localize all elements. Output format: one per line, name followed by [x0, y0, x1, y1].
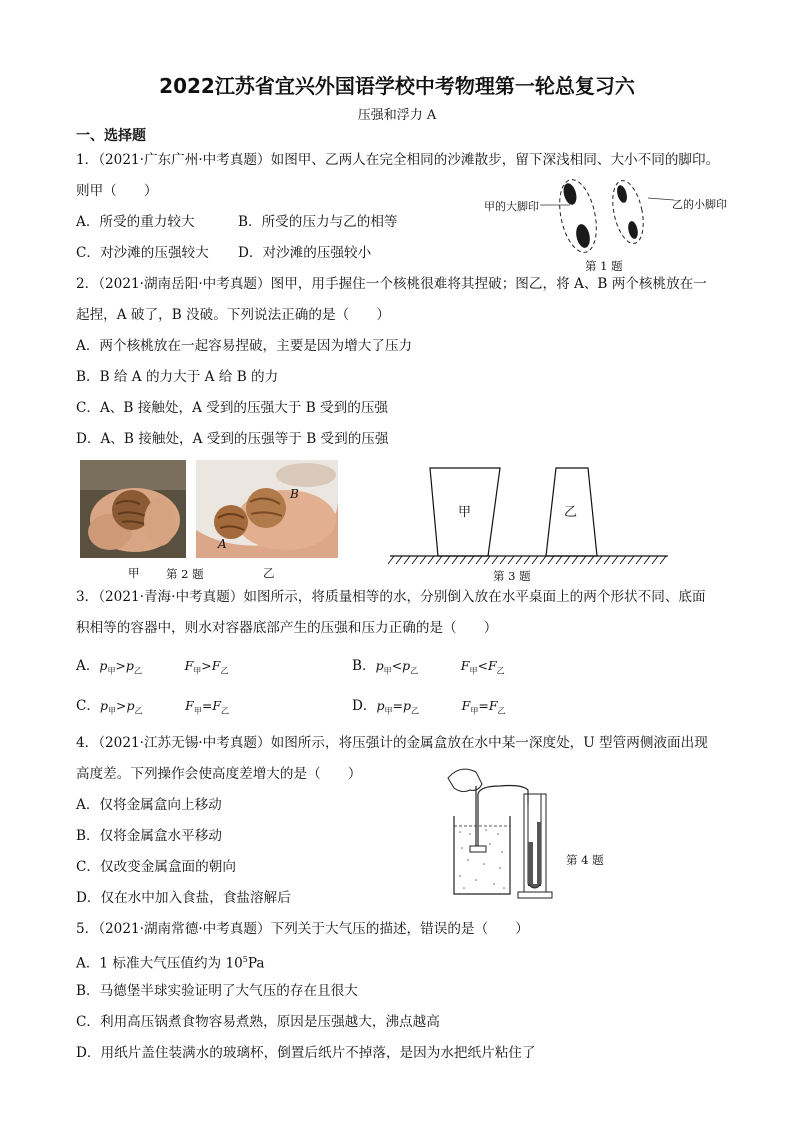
q1-stem-line2: 则甲（ ） — [76, 183, 158, 199]
q2-option-a: A．两个核桃放在一起容易捏破，主要是因为增大了压力 — [76, 338, 413, 354]
q2-option-b: B．B 给 A 的力大于 A 给 B 的力 — [76, 369, 279, 385]
q1-fig-label-left: 甲的大脚印 — [484, 200, 539, 213]
page-title: 2022江苏省宜兴外国语学校中考物理第一轮总复习六 — [159, 74, 635, 98]
q2-option-c: C．A、B 接触处，A 受到的压强大于 B 受到的压强 — [76, 400, 388, 416]
q5-option-a: A．1 标准大气压值约为 $10^5Pa$ — [76, 955, 265, 972]
walnut-photo-right — [196, 460, 338, 558]
container-left-label: 甲 — [458, 505, 472, 520]
q3-stem-line1: 3．（2021·青海·中考真题）如图所示，将质量相等的水，分别倒入放在水平桌面上的两个形状不同、底面 — [76, 589, 706, 605]
q3-fig-caption: 第 3 题 — [493, 569, 531, 583]
section-heading: 一、选择题 — [76, 128, 146, 144]
q2-stem-line2: 起捏，A 破了，B 没破。下列说法正确的是（ ） — [76, 307, 390, 323]
q3-option-c: C．$p_甲>p_乙$ $F_甲=F_乙$ — [76, 698, 230, 716]
q3-option-a: A．$p_甲>p_乙$ $F_甲>F_乙$ — [76, 658, 229, 676]
q4-option-c: C．仅改变金属盒面的朝向 — [76, 859, 236, 875]
q4-fig-caption: 第 4 题 — [566, 853, 604, 867]
footprints-figure — [540, 172, 680, 262]
q2-fig-caption: 第 2 题 — [166, 567, 204, 581]
q2-stem-line1: 2．（2021·湖南岳阳·中考真题）图甲，用手握住一个核桃很难将其捏破；图乙，将 A、B 两个核桃放在一 — [76, 276, 707, 292]
q4-option-a: A．仅将金属盒向上移动 — [76, 797, 222, 813]
containers-figure — [388, 462, 670, 572]
q2-option-d: D．A、B 接触处，A 受到的压强等于 B 受到的压强 — [76, 431, 389, 447]
q1-stem-line1: 1．（2021·广东广州·中考真题）如图甲、乙两人在完全相同的沙滩散步，留下深浅相同、大小不同的脚印。 — [76, 152, 720, 168]
q1-option-d: D．对沙滩的压强较小 — [238, 245, 372, 261]
q5-option-d: D．用纸片盖住装满水的玻璃杯，倒置后纸片不掉落，是因为水把纸片粘住了 — [76, 1045, 536, 1061]
q4-stem-line2: 高度差。下列操作会使高度差增大的是（ ） — [76, 766, 362, 782]
q1-fig-caption: 第 1 题 — [585, 259, 623, 273]
q1-option-b: B．所受的压力与乙的相等 — [238, 214, 398, 230]
q3-option-d: D．$p_甲=p_乙$ $F_甲=F_乙$ — [352, 698, 506, 716]
q4-stem-line1: 4．（2021·江苏无锡·中考真题）如图所示，将压强计的金属盒放在水中某一深度处，U 型管两侧液面出现 — [76, 735, 708, 751]
q2-photo-left-label: 甲 — [128, 566, 140, 580]
q1-option-c: C．对沙滩的压强较大 — [76, 245, 209, 261]
q1-fig-label-right: 乙的小脚印 — [672, 198, 727, 211]
container-right-label: 乙 — [564, 505, 578, 520]
page-subtitle: 压强和浮力 A — [357, 108, 437, 123]
walnut-a-label: A — [218, 537, 227, 551]
q3-option-b: B．$p_甲<p_乙$ $F_甲<F_乙$ — [352, 658, 505, 676]
q1-option-a: A．所受的重力较大 — [76, 214, 195, 230]
q5-option-b: B．马德堡半球实验证明了大气压的存在且很大 — [76, 983, 358, 999]
q5-option-c: C．利用高压锅煮食物容易煮熟，原因是压强越大，沸点越高 — [76, 1014, 440, 1030]
q2-photo-right-label: 乙 — [263, 566, 275, 580]
walnut-photo-left — [80, 460, 186, 558]
q5-stem: 5．（2021·湖南常德·中考真题）下列关于大气压的描述，错误的是（ ） — [76, 921, 529, 937]
q3-stem-line2: 积相等的容器中，则水对容器底部产生的压强和压力正确的是（ ） — [76, 620, 498, 636]
q4-option-d: D．仅在水中加入食盐，食盐溶解后 — [76, 890, 291, 906]
walnut-b-label: B — [290, 487, 299, 501]
pressure-gauge-figure — [440, 764, 560, 904]
q4-option-b: B．仅将金属盒水平移动 — [76, 828, 222, 844]
